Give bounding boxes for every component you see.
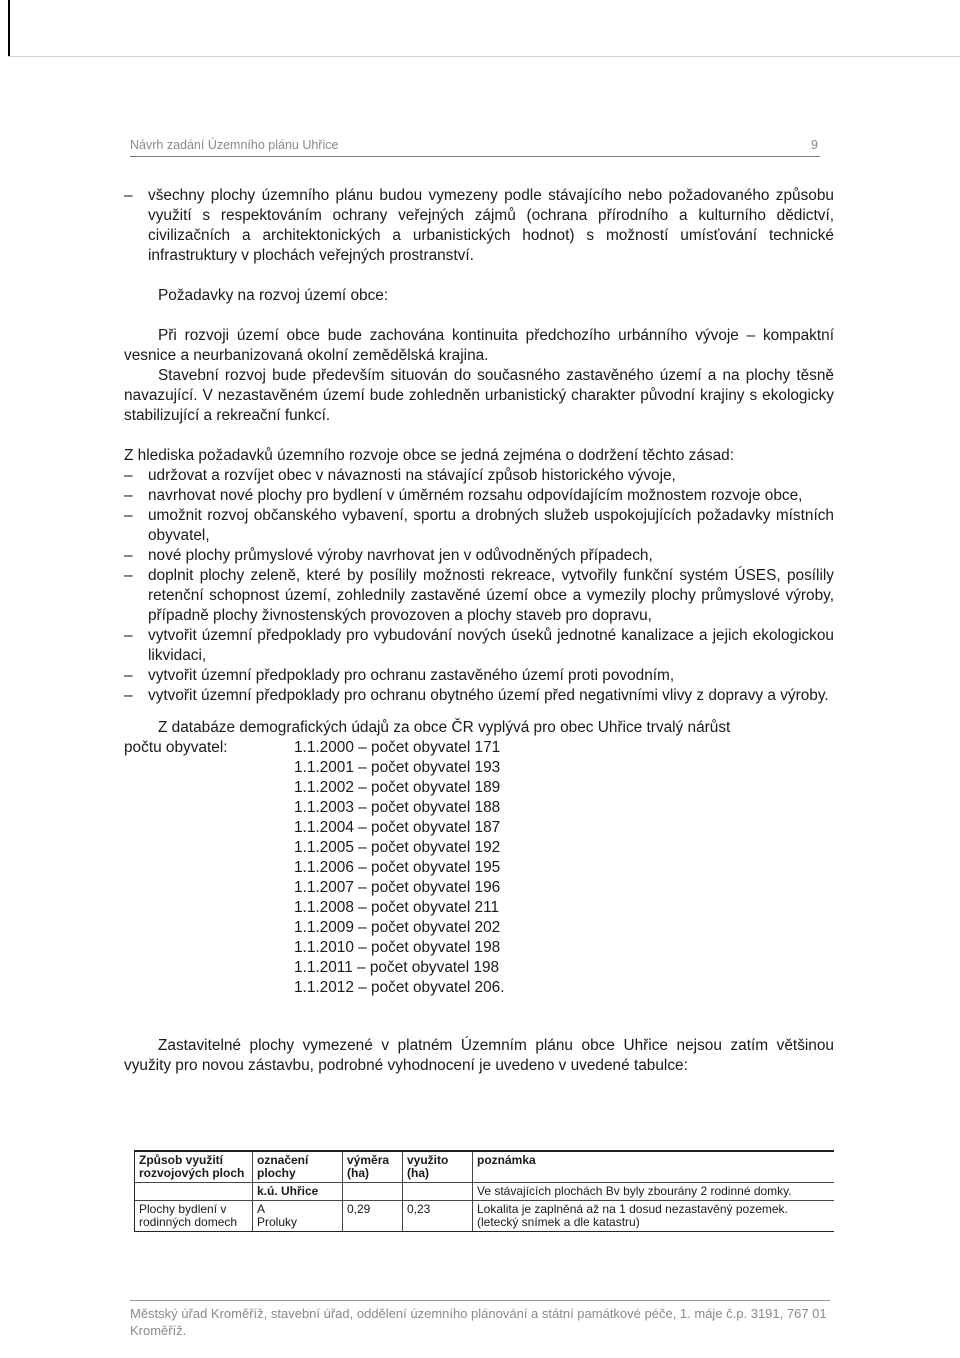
population-entry: 1.1.2003 – počet obyvatel 188 — [294, 799, 501, 816]
first-list-item — [124, 186, 834, 266]
table-row — [135, 1183, 835, 1201]
cell-area: 0,29 — [343, 1201, 403, 1232]
cell-label-sub: Proluky — [257, 1215, 298, 1229]
population-entry: 1.1.2001 – počet obyvatel 193 — [294, 759, 501, 776]
first-item-text: všechny plochy územního plánu budou vymezeny podle stávajícího nebo požadovaného způsobu využití s respektováním ochrany veřejných zájmů (ochrana přírodního a kulturního dědictví, civilizačních a architektonických a urbanistických hodnot) s možností umísťování technické infrastruktury v plochách veřejných prostranství. — [148, 187, 834, 264]
cadastre-note: Ve stávajících plochách Bv byly zbourány 2 rodinné domky. — [473, 1183, 835, 1201]
cell-label-code: A — [257, 1202, 266, 1216]
header-use: Způsob využití rozvojových ploch — [135, 1151, 253, 1183]
cadastre-label: k.ú. Uhřice — [253, 1183, 343, 1201]
development-paragraph: Při rozvoji území obce bude zachována kontinuita předchozího urbánního vývoje – kompaktní vesnice a neurbanizovaná okolní zemědělská krajina. — [124, 327, 834, 364]
principles-intro: Z hlediska požadavků územního rozvoje obce se jedná zejména o dodržení těchto zásad: — [124, 447, 735, 464]
population-entry: 1.1.2010 – počet obyvatel 198 — [294, 939, 501, 956]
population-label: počtu obyvatel: — [124, 739, 228, 756]
population-entry: 1.1.2007 – počet obyvatel 196 — [294, 879, 501, 896]
cell-label — [253, 1201, 343, 1232]
document-body — [124, 186, 834, 1076]
list-item: – vytvořit územní předpoklady pro ochranu zastavěného území proti povodním, — [124, 667, 675, 684]
table-row — [135, 1201, 835, 1232]
requirements-heading: Požadavky na rozvoj území obce: — [158, 287, 389, 304]
list-item: – nové plochy průmyslové výroby navrhovat jen v odůvodněných případech, — [124, 547, 653, 564]
list-item: – udržovat a rozvíjet obec v návaznosti na stávající způsob historického vývoje, — [124, 467, 676, 484]
list-item: – vytvořit územní předpoklady pro ochranu obytného území před negativními vlivy z dopravy a výroby. — [124, 687, 829, 704]
demographics-intro: Z databáze demografických údajů za obce ČR vyplývá pro obec Uhřice trvalý nárůst — [158, 719, 731, 736]
list-item: – doplnit plochy zeleně, které by posílily možnosti rekreace, vytvořily funkční systém ÚSES, posílily retenční schopnost území, zohlednily zastavěné území obce a vymezily plochy průmyslové výroby, případně plochy živnostenských provozoven a plochy staveb pro dopravu, — [124, 567, 834, 624]
scan-edge-mark — [0, 0, 960, 62]
header-used: využito (ha) — [403, 1151, 473, 1183]
table-header-row — [135, 1151, 835, 1183]
list-item: – navrhovat nové plochy pro bydlení v úměrném rozsahu odpovídajícím možnostem rozvoje obce, — [124, 487, 803, 504]
page-number: 9 — [811, 138, 818, 152]
page-footer: Městský úřad Kroměříž, stavební úřad, oddělení územního plánování a státní památkové péče, 1. máje č.p. 3191, 767 01 Kroměříž. — [130, 1300, 830, 1339]
population-entry: 1.1.2002 – počet obyvatel 189 — [294, 779, 501, 796]
cell-used: 0,23 — [403, 1201, 473, 1232]
population-entry: 1.1.2006 – počet obyvatel 195 — [294, 859, 501, 876]
population-entry: 1.1.2011 – počet obyvatel 198 — [294, 959, 500, 976]
population-entry: 1.1.2004 – počet obyvatel 187 — [294, 819, 501, 836]
header-title: Návrh zadání Územního plánu Uhřice — [130, 138, 339, 152]
header-label: označení plochy — [253, 1151, 343, 1183]
scan-horizontal-line — [8, 56, 960, 57]
population-list — [294, 738, 505, 998]
population-entry: 1.1.2012 – počet obyvatel 206. — [294, 979, 505, 996]
population-entry: 1.1.2008 – počet obyvatel 211 — [294, 899, 500, 916]
population-block — [124, 738, 834, 998]
list-item: – umožnit rozvoj občanského vybavení, sportu a drobných služeb uspokojujících požadavky místních obyvatel, — [124, 507, 834, 544]
header-area: výměra (ha) — [343, 1151, 403, 1183]
dash-bullet: – — [124, 187, 133, 204]
cell-use: Plochy bydlení v rodinných domech — [135, 1201, 253, 1232]
principles-list — [124, 466, 834, 706]
construction-paragraph: Stavební rozvoj bude především situován do současného zastavěného území a na plochy těsně navazující. V nezastavěném území bude zohledněn urbanistický charakter původní krajiny s ekologicky stabilizující a rekreační funkcí. — [124, 367, 834, 424]
population-entry: 1.1.2000 – počet obyvatel 171 — [294, 739, 501, 756]
zoning-table — [134, 1150, 834, 1232]
scan-vertical-line — [8, 0, 10, 56]
list-item: – vytvořit územní předpoklady pro vybudování nových úseků jednotné kanalizace a jejich ekologickou likvidaci, — [124, 627, 834, 664]
population-entry: 1.1.2005 – počet obyvatel 192 — [294, 839, 501, 856]
cell-note: Lokalita je zaplněná až na 1 dosud nezastavěný pozemek. (letecký snímek a dle katastru) — [473, 1201, 835, 1232]
population-entry: 1.1.2009 – počet obyvatel 202 — [294, 919, 501, 936]
zoning-paragraph: Zastavitelné plochy vymezené v platném Územním plánu obce Uhřice nejsou zatím většinou využity pro novou zástavbu, podrobné vyhodnocení je uvedeno v uvedené tabulce: — [124, 1037, 834, 1074]
header-note: poznámka — [473, 1151, 835, 1183]
page-header — [130, 136, 820, 157]
